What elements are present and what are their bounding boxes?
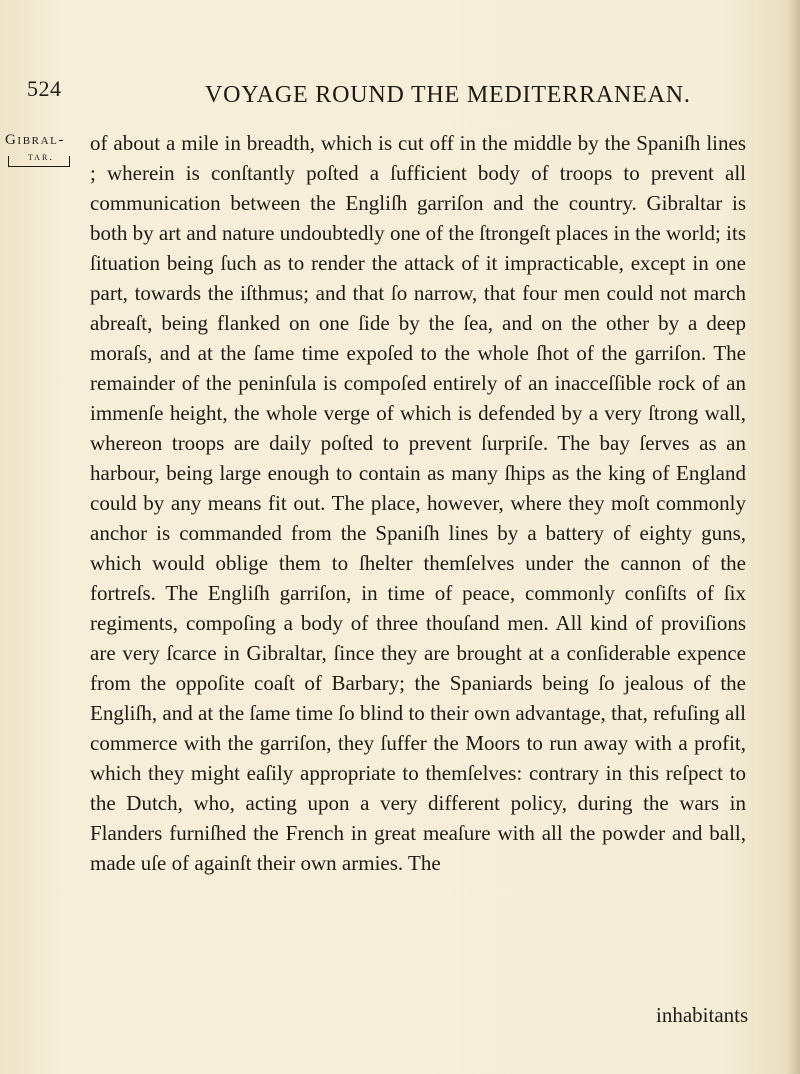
running-title: VOYAGE ROUND THE MEDITERRANEAN. <box>205 82 691 108</box>
margin-bracket <box>8 156 70 167</box>
catchword: inhabitants <box>656 1003 749 1027</box>
body-text <box>90 128 746 878</box>
margin-note-line-2: tar. <box>27 150 55 163</box>
page-number: 524 <box>27 76 62 101</box>
page-edge-shadow <box>786 0 800 1074</box>
body-paragraph: of about a mile in breadth, which is cut off in the middle by the Spaniſh lines ; wherein is conſtantly poſted a ſufficient body of troops to prevent all communication between the Engliſh garriſon and the country. Gibraltar is both by art and nature undoubtedly one of the ſtrongeſt places in the world; its ſituation being ſuch as to render the attack of it impracticable, except in one part, towards the iſthmus; and that ſo narrow, that four men could not march abreaſt, being flanked on one ſide by the ſea, and on the other by a deep moraſs, and at the ſame time expoſed to the whole ſhot of the garriſon. The remainder of the peninſula is compoſed entirely of an inacceſſible rock of an immenſe height, the whole verge of which is defended by a very ſtrong wall, whereon troops are daily poſted to prevent ſurpriſe. The bay ſerves as an harbour, being large enough to contain as many ſhips as the king of England could by any means fit out. The place, however, where they moſt commonly anchor is commanded from the Spaniſh lines by a battery of eighty guns, which would oblige them to ſhelter themſelves under the cannon of the fortreſs. The Engliſh garriſon, in time of peace, commonly conſiſts of ſix regiments, compoſing a body of three thouſand men. All kind of proviſions are very ſcarce in Gibraltar, ſince they are brought at a conſiderable expence from the oppoſite coaſt of Barbary; the Spaniards being ſo jealous of the Engliſh, and at the ſame time ſo blind to their own advantage, that, refuſing all commerce with the garriſon, they ſuffer the Moors to run away with a profit, which they might eaſily appropriate to themſelves: contrary in this reſpect to the Dutch, who, acting upon a very different policy, during the wars in Flanders furniſhed the French in great meaſure with all the powder and ball, made uſe of againſt their own armies. The <box>90 131 746 875</box>
margin-note-line-1: Gibral- <box>5 132 66 148</box>
